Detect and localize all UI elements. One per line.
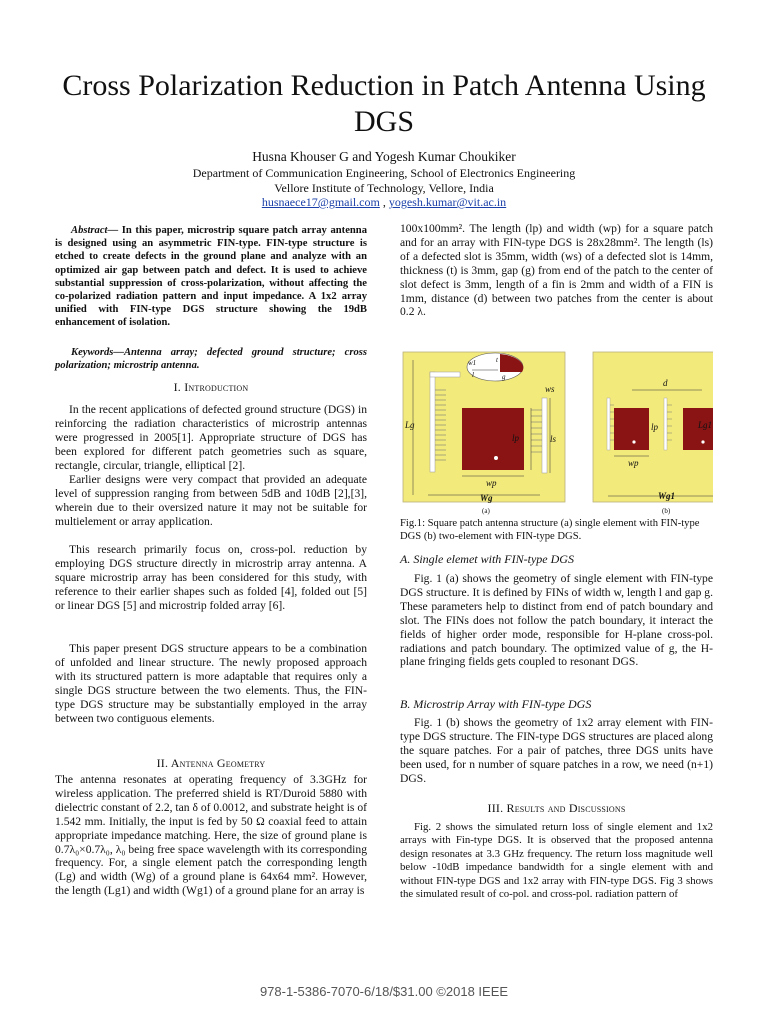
intro-paragraph-3: This research primarily focus on, cross-pol. reduction by employing DGS structure directly in microstrip array antenna. A square microstrip array has been considered for this study, with reference to their earlier shapes such as folded [4], folded out [5] or linear DGS [5] and microstrip folded array [6]. [55, 543, 367, 612]
label-lp-a: lp [512, 433, 520, 443]
label-d: d [663, 378, 668, 388]
label-ws: ws [545, 384, 555, 394]
email-link-2[interactable]: yogesh.kumar@vit.ac.in [388, 195, 507, 209]
abstract [55, 224, 367, 330]
slot-b-left [607, 398, 610, 450]
slot-b-middle [664, 398, 667, 450]
slot-a-right [542, 398, 547, 473]
geometry-paragraph-1: The antenna resonates at operating frequency of 3.3GHz for wireless application. The preferred shield is RT/Duroid 5880 with dielectric constant of 2.2, tan δ of 0.0012, and substrate height is of 1.542 mm. Initially, the input is fed by 50 Ω coaxial feed to attain appropriate impedance matching. Here, the size of ground plane is 0.7λ₀×0.7λ₀, λ₀ being free space wavelength with its corresponding frequency. For, a single element patch the corresponding length (Lg) and width (Wg) of a ground plane is 64x64 mm². However, the length (Lg1) and width (Wg1) of a ground plane for an array is [55, 773, 367, 898]
slot-a-top [430, 372, 460, 377]
section-heading-geometry: II. Antenna Geometry [156, 756, 266, 770]
label-wg1: Wg1 [658, 491, 676, 501]
label-wg: Wg [480, 493, 493, 503]
label-lg: Lg [405, 420, 415, 430]
subfigure-label-a: (a) [482, 507, 490, 515]
abstract-label: Abstract [71, 225, 108, 236]
label-lp-b: lp [651, 422, 659, 432]
results-paragraph-1: Fig. 2 shows the simulated return loss of single element and 1x2 arrays with Fin-type DGS. It is observed that the proposed antenna design resonates at 3.3 GHz frequency. The return loss magnitude well below -10dB impedance bandwidth for a single element with and without FIN-type DGS and 1x2 array with FIN-type DGS. Fig 3 shows the simulated result of co-pol. and cross-pol. radiation pattern of [400, 821, 713, 901]
paper-title: Cross Polarization Reduction in Patch Antenna Using DGS [62, 69, 706, 138]
label-t: t [496, 356, 498, 364]
keywords: Keywords—Antenna array; defected ground structure; cross polarization; microstrip antenna. [55, 347, 367, 372]
feed-point-b-left [632, 440, 635, 443]
affiliation-department: Department of Communication Engineering, School of Electronics Engineering [192, 166, 576, 180]
section-heading-introduction: I. Introduction [173, 380, 249, 394]
label-wp-b: wp [628, 458, 639, 468]
geometry-paragraph-continued: 100x100mm². The length (lp) and width (wp) for a square patch and for an array with FIN-type DGS is 28x28mm². The length (ls) of a defected slot is 35mm, width (ws) of a defected slot is 14mm, thickness (t) is 3mm, gap (g) from end of the patch to the center of slot defect is 3mm, length of a fin is 2mm and width of a FIN is 1mm, distance (d) between two patches from the center is about 0.2 λ. [400, 222, 713, 319]
figure-caption: Fig.1: Square patch antenna structure (a) single element with FIN-type DGS (b) two-element with FIN-type DGS. [400, 518, 700, 542]
slot-a-left [430, 372, 435, 472]
intro-paragraph-1: In the recent applications of defected ground structure (DGS) in reinforcing the radiation characteristics of microstrip antennas were progressed in 2005[1]. Appropriate structure of DGS has been explored for different patch geometries such as square, rectangle, circular, triangle, elliptical [2]. [55, 403, 367, 472]
copyright-footer: 978-1-5386-7070-6/18/$31.00 ©2018 IEEE [259, 984, 509, 999]
subfigure-label-b: (b) [662, 507, 671, 515]
intro-paragraph-2: Earlier designs were very compact that provided an adequate level of suppression ranging from between 5dB and 10dB [2],[3], wherein due to their oversized nature it may not be suitable for multielement or array application. [55, 473, 367, 528]
label-lg1: Lg1 [698, 420, 713, 430]
patch-b-left [614, 408, 649, 450]
label-ls: ls [550, 434, 557, 444]
author-names: Husna Khouser G and Yogesh Kumar Choukiker [252, 149, 516, 164]
section-heading-results: III. Results and Discussions [487, 801, 626, 815]
email-link-1[interactable]: husnaece17@gmail.com [261, 195, 380, 209]
subsection-a-paragraph: Fig. 1 (a) shows the geometry of single element with FIN-type DGS structure. It is defined by FINs of width w, length l and gap g. These parameters help to distinct from end of patch boundary and slot. The FINs does not follow the patch boundary, it interact the fields of higher order mode, responsible for H-plane cross-pol. radiations and patch boundary. The optimized value of g, the H-plane fringing fields gets coupled to resonant DGS. [400, 572, 713, 669]
figure-panel-b [593, 352, 713, 515]
email-separator: , [379, 195, 389, 209]
label-g: g [502, 373, 506, 381]
subsection-heading-a: A. Single elemet with FIN-type DGS [400, 552, 574, 566]
subsection-b-paragraph: Fig. 1 (b) shows the geometry of 1x2 array element with FIN-type DGS structure. The FIN-type DGS structures are placed along the square patches. For a pair of patches, three DGS units have been used, for n number of square patches in a row, we need (n+1) DGS. [400, 716, 713, 785]
author-emails [0, 195, 768, 210]
feed-point-b-right [701, 440, 704, 443]
label-w1: w1 [468, 359, 477, 367]
label-l: l [472, 371, 474, 379]
antenna-structure-figure [400, 350, 713, 515]
abstract-text: — In this paper, microstrip square patch array antenna is designed using an asymmetric FIN-type. FIN-type structure is etched to create defects in the ground plane and analyze with an optimized air gap between patch and defect. It is used to achieve substantial suppression of cross-polarization, without affecting the co-polarized radiation pattern and input impedance. A 1x2 array unified with FIN-type DGS structure showing the 19dB enhancement of isolation. [55, 225, 367, 329]
intro-paragraph-4: This paper present DGS structure appears to be a combination of unfolded and linear structure. The newly proposed approach with its structured pattern is more adaptable that requires only a single DGS structure between the two elements. Thus, the FIN-type DGS structure may be substantially employed in the array between two contiguous elements. [55, 642, 367, 725]
label-wp-a: wp [486, 478, 497, 488]
subsection-heading-b: B. Microstrip Array with FIN-type DGS [400, 697, 592, 711]
affiliation-institute: Vellore Institute of Technology, Vellore, India [274, 181, 494, 195]
figure-panel-a [403, 352, 565, 515]
feed-point-a [494, 456, 498, 460]
